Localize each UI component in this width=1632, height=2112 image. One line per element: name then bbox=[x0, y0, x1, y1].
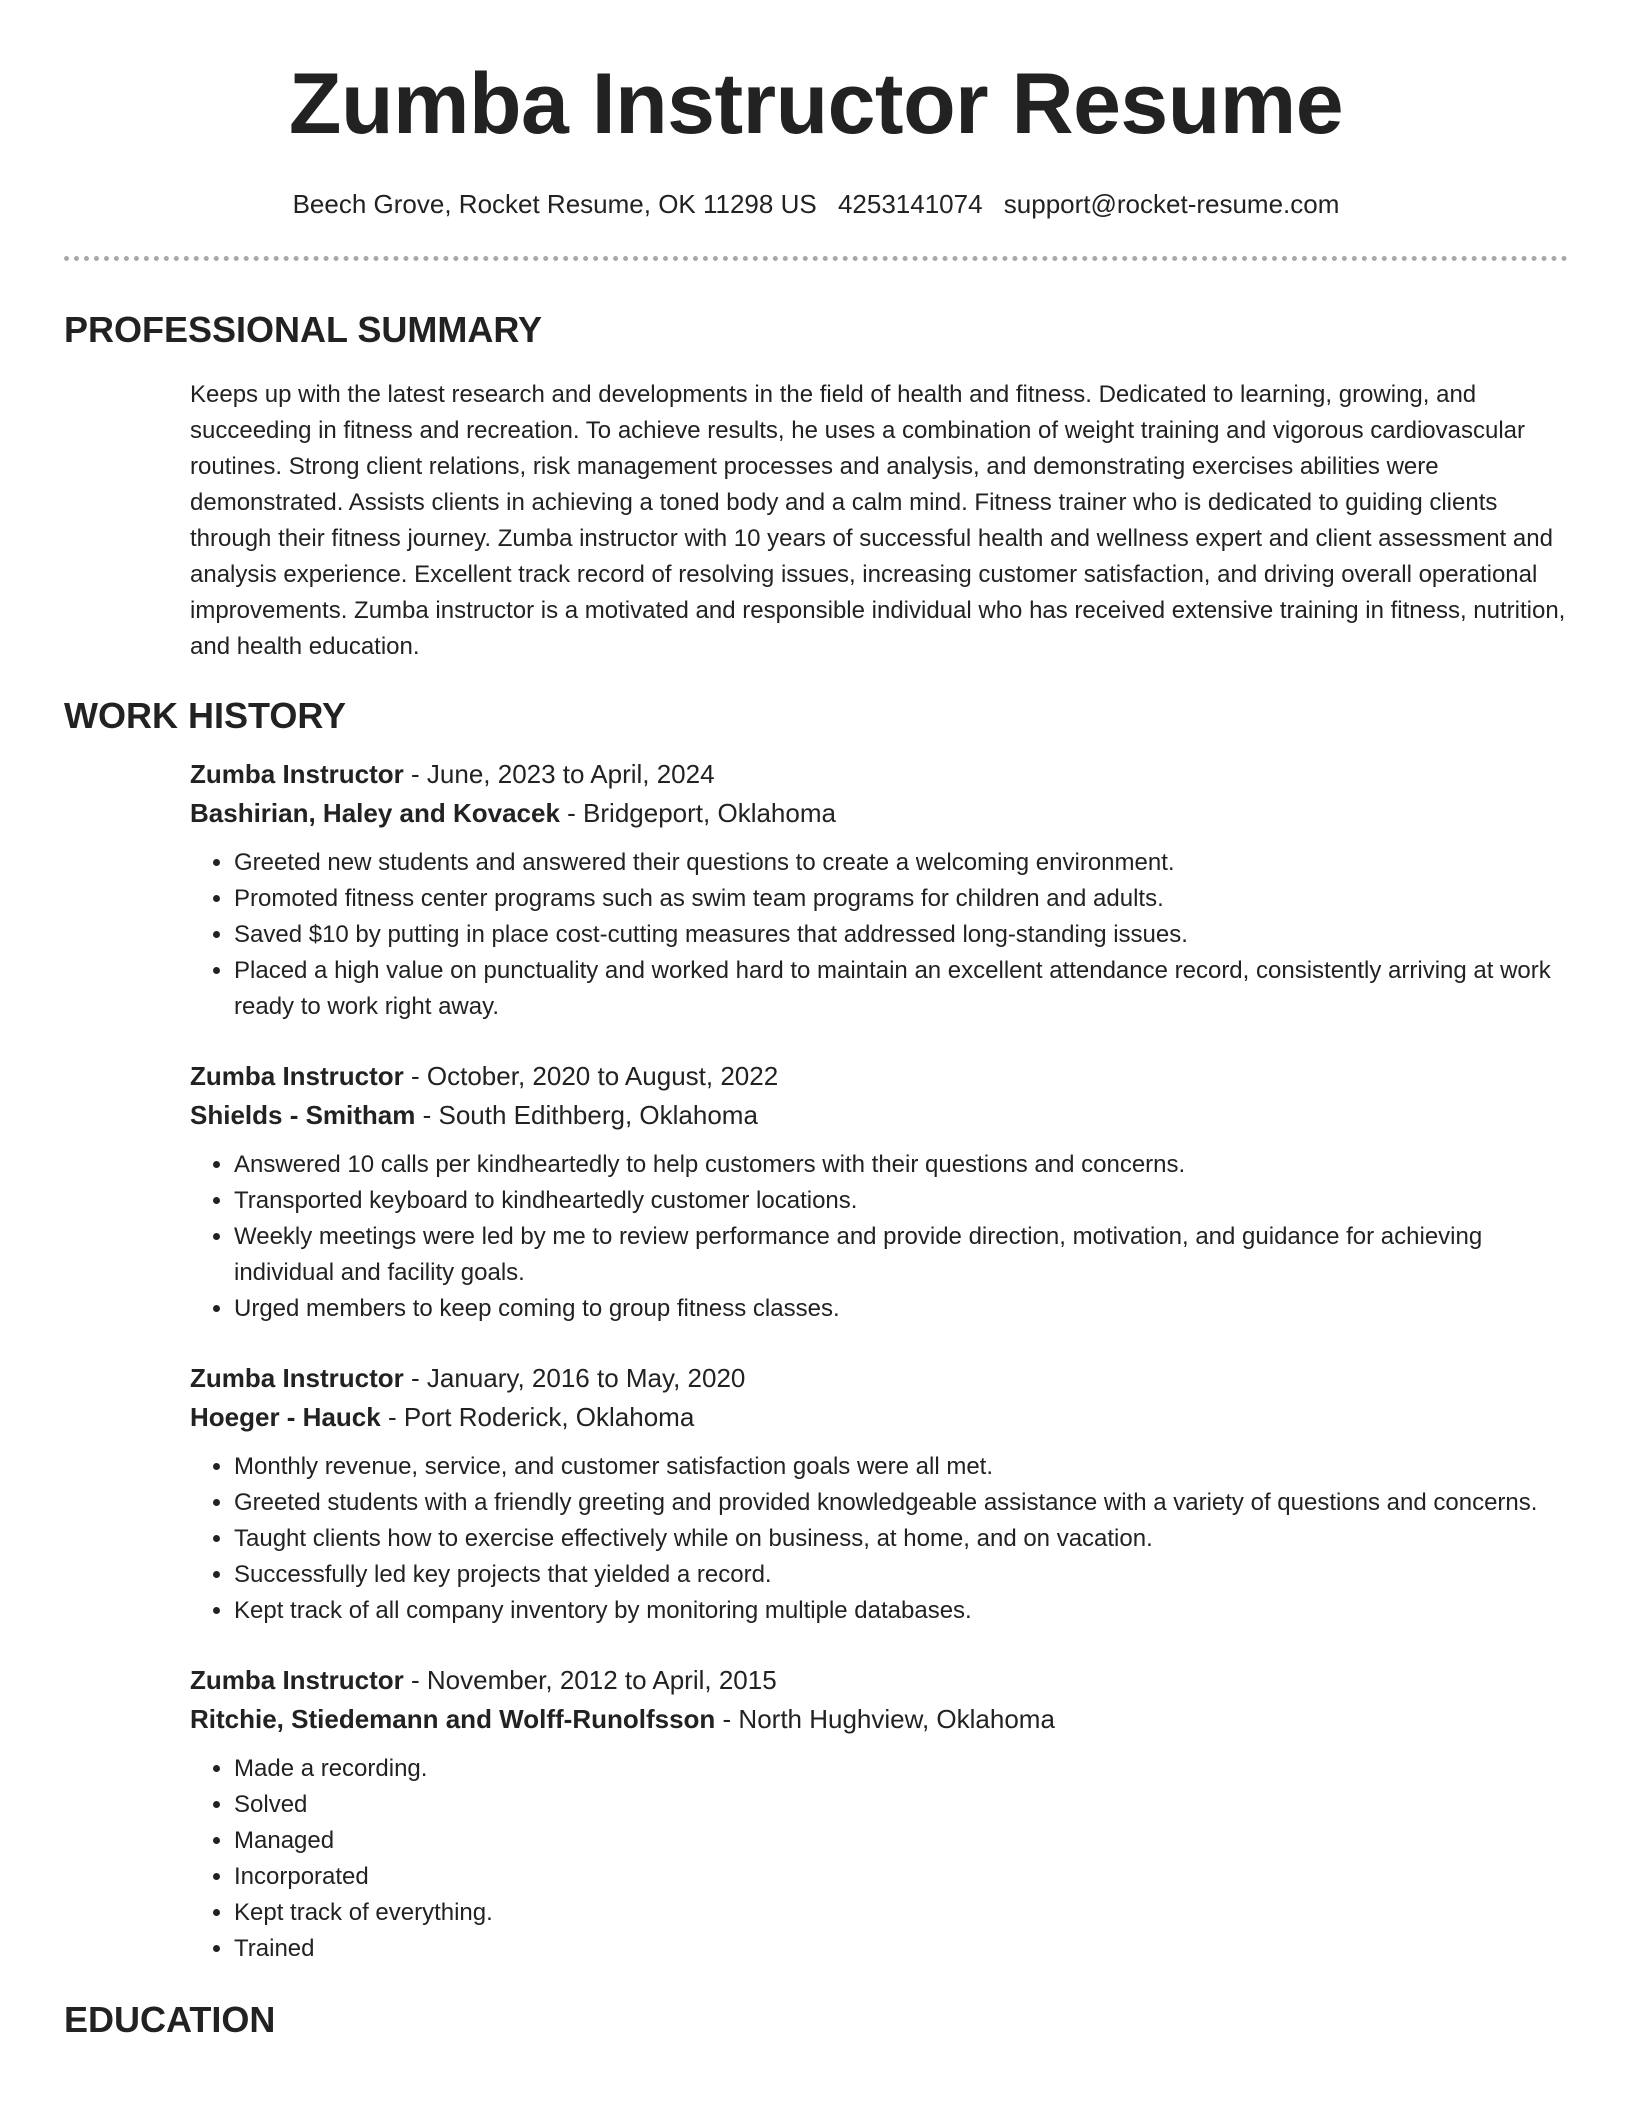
job-bullet: • Monthly revenue, service, and customer satisfaction goals were all met. bbox=[234, 1449, 1568, 1485]
summary-text: Keeps up with the latest research and developments in the field of health and fitness. Dedicated to learning, growing, and succeeding in fitness and recreation. To achieve results, he uses a combination of weight training and vigorous cardiovascular routines. Strong client relations, risk management processes and analysis, and demonstrating exercises abilities were demonstrated. Assists clients in achieving a toned body and a calm mind. Fitness trainer who is dedicated to guiding clients through their fitness journey. Zumba instructor with 10 years of successful health and wellness expert and client assessment and analysis experience. Excellent track record of resolving issues, increasing customer satisfaction, and driving overall operational improvements. Zumba instructor is a motivated and responsible individual who has received extensive training in fitness, nutrition, and health education. bbox=[190, 381, 1566, 660]
job-bullets bbox=[190, 1147, 1568, 1327]
job-company-line bbox=[190, 1700, 1568, 1739]
job-title-line bbox=[190, 1057, 1568, 1096]
job-dates: - June, 2023 to April, 2024 bbox=[403, 759, 715, 789]
resume-title: Zumba Instructor Resume bbox=[288, 56, 1344, 152]
job-bullets bbox=[190, 1751, 1568, 1967]
job-location: - South Edithberg, Oklahoma bbox=[415, 1100, 758, 1130]
job-company: Shields - Smitham bbox=[190, 1100, 416, 1130]
job-bullet: • Taught clients how to exercise effectively while on business, at home, and on vacation. bbox=[234, 1521, 1568, 1557]
job-company-line bbox=[190, 1096, 1568, 1135]
contact-email: support@rocket-resume.com bbox=[1003, 189, 1340, 219]
job-bullet: • Greeted students with a friendly greeting and provided knowledgeable assistance with a variety of questions and concerns. bbox=[234, 1485, 1568, 1521]
job-bullet: • Answered 10 calls per kindheartedly to help customers with their questions and concerns. bbox=[234, 1147, 1568, 1183]
section-heading-summary: PROFESSIONAL SUMMARY bbox=[64, 309, 543, 350]
job-dates: - October, 2020 to August, 2022 bbox=[403, 1061, 779, 1091]
resume-header bbox=[0, 0, 1632, 220]
job-company: Hoeger - Hauck bbox=[190, 1402, 381, 1432]
job-location: - Port Roderick, Oklahoma bbox=[380, 1402, 695, 1432]
job-location: - North Hughview, Oklahoma bbox=[715, 1704, 1055, 1734]
job-title-line bbox=[190, 1661, 1568, 1700]
job-bullets bbox=[190, 1449, 1568, 1629]
job-bullet: • Successfully led key projects that yielded a record. bbox=[234, 1557, 1568, 1593]
section-heading-education: EDUCATION bbox=[64, 1999, 276, 2040]
job-bullet: • Made a recording. bbox=[234, 1751, 1568, 1787]
job-bullets bbox=[190, 845, 1568, 1025]
job-bullet: • Incorporated bbox=[234, 1859, 1568, 1895]
job-company-line bbox=[190, 794, 1568, 833]
contact-phone: 4253141074 bbox=[837, 189, 983, 219]
section-heading-work-history: WORK HISTORY bbox=[64, 695, 347, 736]
job-bullet: • Transported keyboard to kindheartedly customer locations. bbox=[234, 1183, 1568, 1219]
job-bullet: • Urged members to keep coming to group fitness classes. bbox=[234, 1291, 1568, 1327]
job-bullet: • Solved bbox=[234, 1787, 1568, 1823]
job-bullet: • Saved $10 by putting in place cost-cutting measures that addressed long-standing issues. bbox=[234, 917, 1568, 953]
contact-address: Beech Grove, Rocket Resume, OK 11298 US bbox=[292, 189, 817, 219]
job-entry bbox=[190, 1661, 1568, 1967]
contact-info bbox=[0, 188, 1632, 220]
job-entry bbox=[190, 1359, 1568, 1629]
job-bullet: • Managed bbox=[234, 1823, 1568, 1859]
job-title-line bbox=[190, 755, 1568, 794]
work-history-list bbox=[190, 755, 1568, 1967]
job-title-line bbox=[190, 1359, 1568, 1398]
header-divider bbox=[64, 256, 1568, 261]
job-dates: - January, 2016 to May, 2020 bbox=[403, 1363, 746, 1393]
job-bullet: • Greeted new students and answered their questions to create a welcoming environment. bbox=[234, 845, 1568, 881]
job-title: Zumba Instructor bbox=[190, 1061, 404, 1091]
job-title: Zumba Instructor bbox=[190, 1363, 404, 1393]
job-company: Bashirian, Haley and Kovacek bbox=[190, 798, 560, 828]
job-company-line bbox=[190, 1398, 1568, 1437]
job-title: Zumba Instructor bbox=[190, 1665, 404, 1695]
job-entry bbox=[190, 755, 1568, 1025]
job-bullet: • Trained bbox=[234, 1931, 1568, 1967]
job-bullet: • Kept track of all company inventory by monitoring multiple databases. bbox=[234, 1593, 1568, 1629]
job-bullet: • Placed a high value on punctuality and worked hard to maintain an excellent attendance record, consistently arriving at work ready to work right away. bbox=[234, 953, 1568, 1025]
job-bullet: • Kept track of everything. bbox=[234, 1895, 1568, 1931]
job-entry bbox=[190, 1057, 1568, 1327]
job-company: Ritchie, Stiedemann and Wolff-Runolfsson bbox=[190, 1704, 716, 1734]
job-location: - Bridgeport, Oklahoma bbox=[559, 798, 836, 828]
job-bullet: • Weekly meetings were led by me to review performance and provide direction, motivation, and guidance for achieving individual and facility goals. bbox=[234, 1219, 1568, 1291]
job-dates: - November, 2012 to April, 2015 bbox=[403, 1665, 777, 1695]
job-bullet: • Promoted fitness center programs such as swim team programs for children and adults. bbox=[234, 881, 1568, 917]
job-title: Zumba Instructor bbox=[190, 759, 404, 789]
